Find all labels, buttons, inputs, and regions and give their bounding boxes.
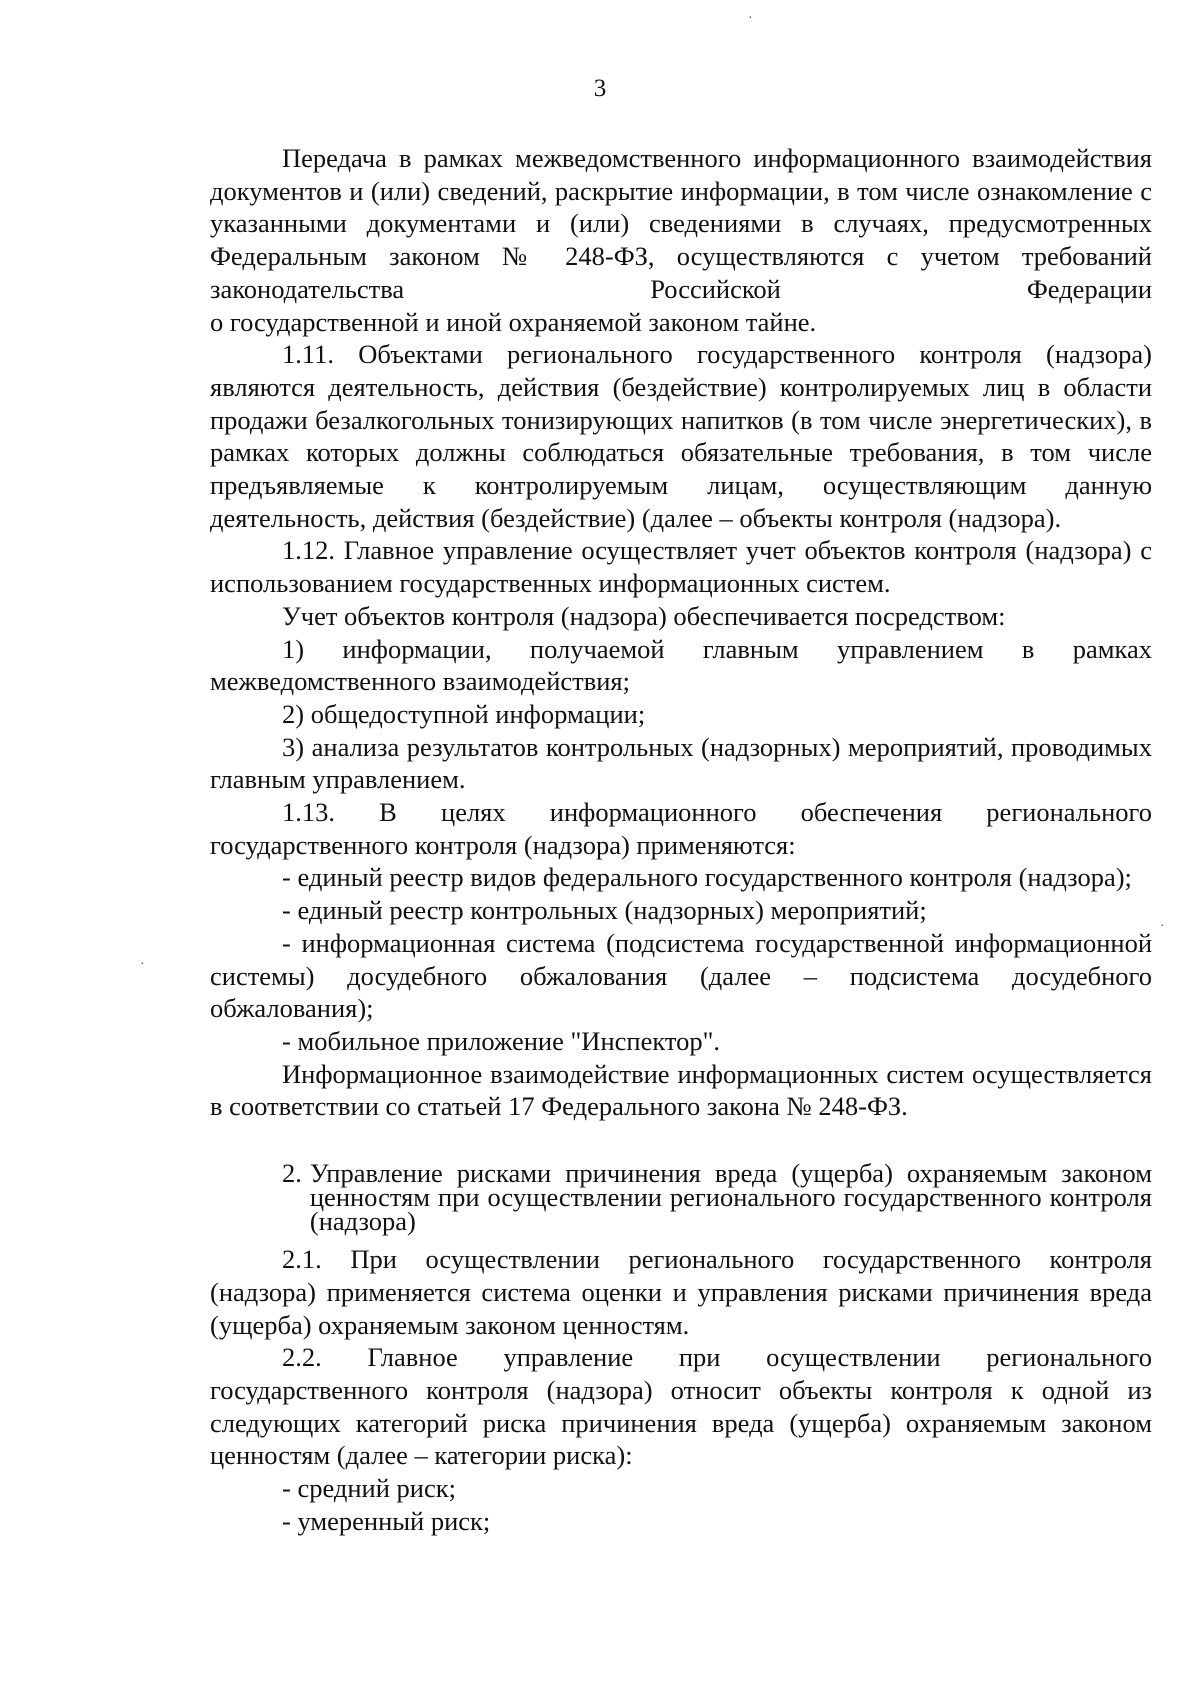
list-item: - единый реестр контрольных (надзорных) мероприятий; [282,895,927,926]
paragraph: Информационное взаимодействие информационных систем осуществляется в соответствии со статьей 17 Федерального закона № 248-ФЗ. [210,1058,1152,1122]
document-body [210,142,1152,1537]
list-item: - мобильное приложение "Инспектор". [282,1025,721,1056]
list-item: - информационная система (подсистема государственной информационной системы) досудебного обжалования (далее – подсистема досудебного обжалования); [210,927,1152,1024]
scan-speck: · [748,11,753,26]
list-item: - средний риск; [282,1473,456,1504]
scan-speck: · [1160,919,1165,934]
paragraph: 2.1. При осуществлении регионального государственного контроля (надзора) применяется система оценки и управления рисками причинения вреда (ущерба) охраняемым законом ценностям. [210,1244,1152,1340]
list-item: - умеренный риск; [282,1505,491,1536]
section-number: 2. [282,1158,302,1189]
list-item: - единый реестр видов федерального государственного контроля (надзора); [282,862,1132,893]
page-number: 3 [593,75,607,102]
paragraph: 1.13. В целях информационного обеспечения регионального государственного контроля (надзора) применяются: [210,797,1152,860]
section-title: Управление рисками причинения вреда (ущерба) охраняемым законом ценностям при осуществлении регионального государственного контроля (надзора) [309,1158,1152,1237]
paragraph: о государственной и иной охраняемой законом тайне. [210,306,817,337]
paragraph: Учет объектов контроля (надзора) обеспечивается посредством: [282,600,1006,631]
paragraph: 1.11. Объектами регионального государственного контроля (надзора) являются деятельность, действия (бездействие) контролируемых лиц в области продажи безалкогольных тонизирующих напитков (в том числе энергетических), в рамках которых должны соблюдаться обязательные требования, в том числе предъявляемые к контролируемым лицам, осуществляющим данную деятельность, действия (бездействие) (далее – объекты контроля (надзора). [210,339,1152,533]
paragraph: Передача в рамках межведомственного информационного взаимодействия документов и (или) сведений, раскрытие информации, в том числе ознакомление с указанными документами и (или) сведениями в случаях, предусмотренных Федеральным законом № 248-ФЗ, осуществляются с учетом требований законодательства Российской Федерации [210,143,1152,304]
paragraph: 1.12. Главное управление осуществляет учет объектов контроля (надзора) с использованием государственных информационных систем. [210,535,1152,599]
scan-speck: · [140,957,145,972]
list-item: 3) анализа результатов контрольных (надзорных) мероприятий, проводимых главным управлением. [210,731,1152,795]
section-heading [282,1155,1152,1243]
list-item: 2) общедоступной информации; [282,698,646,729]
spacer [210,1123,1152,1155]
list-item: 1) информации, получаемой главным управлением в рамках межведомственного взаимодействия; [210,633,1152,697]
paragraph: 2.2. Главное управление при осуществлении регионального государственного контроля (надзора) относит объекты контроля к одной из следующих категорий риска причинения вреда (ущерба) охраняемым законом ценностям (далее – категории риска): [210,1342,1152,1471]
